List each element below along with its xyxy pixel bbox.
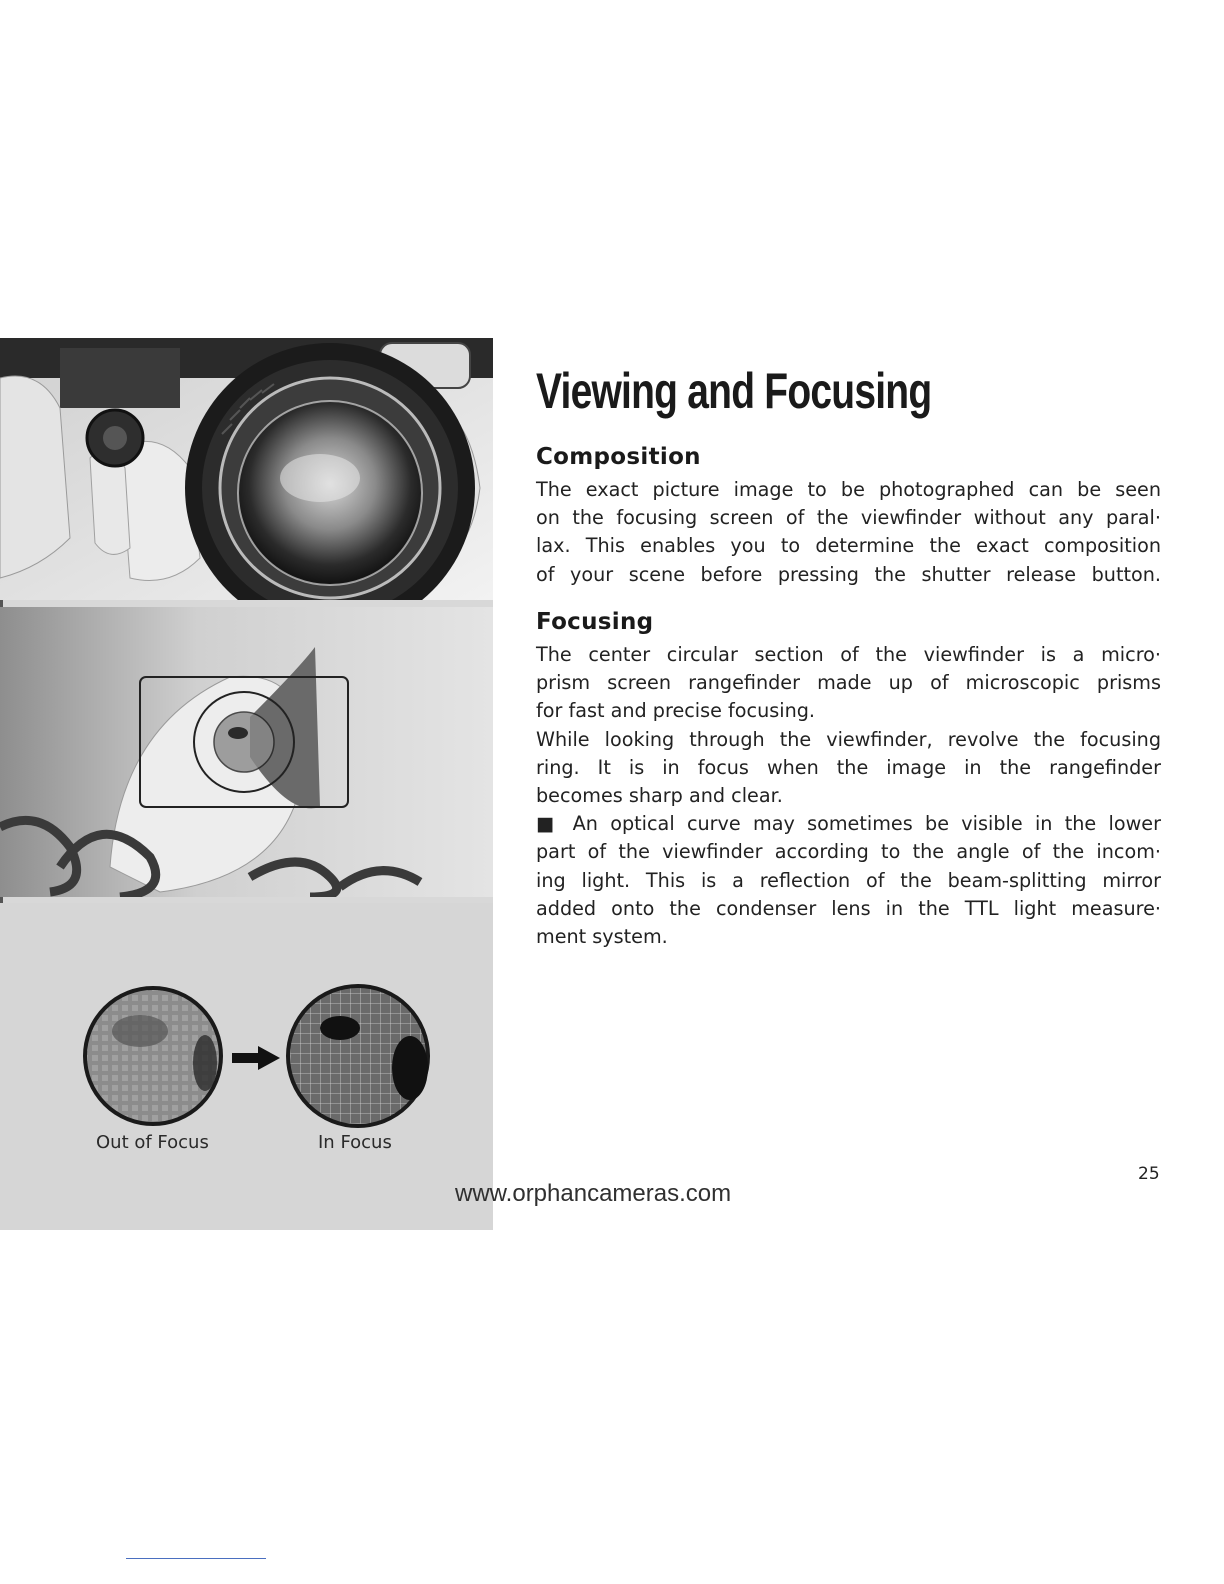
- text-line: for fast and precise focusing.: [536, 699, 816, 723]
- page-title: Viewing and Focusing: [536, 363, 932, 419]
- composition-body: [536, 476, 1161, 589]
- focusing-body: [536, 641, 1161, 951]
- text-line: added onto the condenser lens in the TTL light measure·: [536, 896, 1161, 920]
- text-line: While looking through the viewfinder, revolve the focusing: [536, 727, 1161, 751]
- composition-heading: Composition: [536, 444, 701, 470]
- camera-lens-photo: [0, 338, 493, 600]
- text-line: ment system.: [536, 925, 668, 949]
- text-line: The exact picture image to be photographed can be seen: [536, 478, 1161, 501]
- text-line: ■ An optical curve may sometimes be visible in the lower: [536, 812, 1161, 836]
- in-focus-caption: In Focus: [318, 1132, 392, 1153]
- page-number: 25: [1138, 1164, 1160, 1184]
- text-line: prism screen rangefinder made up of microscopic prisms: [536, 671, 1161, 695]
- watermark-link[interactable]: www.orphancameras.com: [455, 1180, 732, 1207]
- out-of-focus-caption: Out of Focus: [96, 1132, 209, 1153]
- text-line: of your scene before pressing the shutter release button.: [536, 562, 1161, 586]
- text-line: becomes sharp and clear.: [536, 784, 783, 808]
- focus-comparison-panel: [0, 903, 493, 1230]
- focusing-heading: Focusing: [536, 609, 654, 635]
- text-line: ing light. This is a reflection of the beam-splitting mirror: [536, 868, 1161, 892]
- text-line: on the focusing screen of the viewfinder without any paral·: [536, 506, 1161, 530]
- text-line: ring. It is in focus when the image in the rangefinder: [536, 755, 1161, 779]
- text-line: The center circular section of the viewfinder is a micro·: [536, 643, 1161, 666]
- out-of-focus-circle: [85, 988, 221, 1124]
- text-line: lax. This enables you to determine the exact composition: [536, 534, 1161, 558]
- text-line: part of the viewfinder according to the angle of the incom·: [536, 840, 1161, 864]
- viewfinder-focusing-photo: [0, 607, 493, 897]
- in-focus-circle: [288, 986, 428, 1126]
- bottom-rule: [126, 1558, 266, 1559]
